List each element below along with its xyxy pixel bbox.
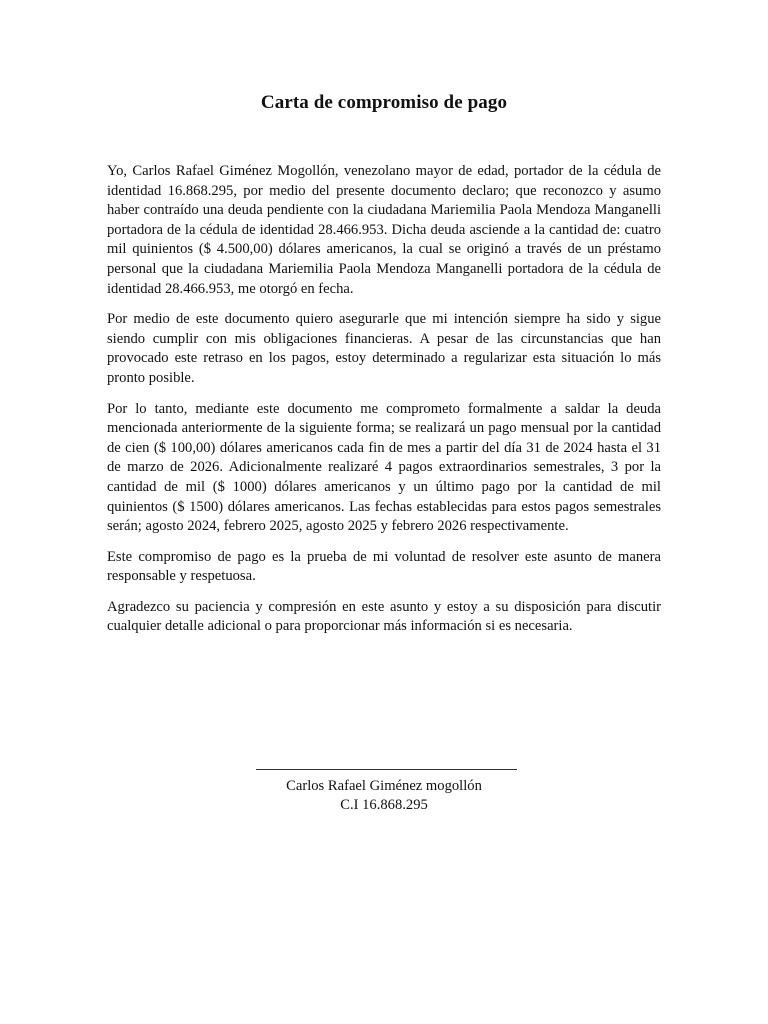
paragraph-1: Yo, Carlos Rafael Giménez Mogollón, venezolano mayor de edad, portador de la cédula de identidad 16.868.295, por medio del presente documento declaro; que reconozco y asumo haber contraído una deuda pendiente con la ciudadana Mariemilia Paola Mendoza Manganelli portadora de la cédula de identidad 28.466.953. Dicha deuda asciende a la cantidad de: cuatro mil quinientos ($ 4.500,00) dólares americanos, la cual se originó a través de un préstamo personal que la ciudadana Mariemilia Paola Mendoza Manganelli portadora de la cédula de identidad 28.466.953, me otorgó en fecha.	[107, 163, 661, 297]
paragraph-5: Agradezco su paciencia y compresión en este asunto y estoy a su disposición para discutir cualquier detalle adicional o para proporcionar más información si es necesaria.	[107, 598, 661, 635]
paragraph-4: Este compromiso de pago es la prueba de mi voluntad de resolver este asunto de manera responsable y respetuosa.	[107, 548, 661, 585]
signature-id: C.I 16.868.295	[340, 797, 428, 813]
paragraph-2: Por medio de este documento quiero asegurarle que mi intención siempre ha sido y sigue siendo cumplir con mis obligaciones financieras. A pesar de las circunstancias que han provocado este retraso en los pagos, estoy determinado a regularizar esta situación lo más pronto posible.	[107, 311, 661, 386]
signature-name: Carlos Rafael Giménez mogollón	[286, 778, 482, 794]
document-title: Carta de compromiso de pago	[260, 92, 508, 113]
paragraph-3: Por lo tanto, mediante este documento me comprometo formalmente a saldar la deuda mencionada anteriormente de la siguiente forma; se realizará un pago mensual por la cantidad de cien ($ 100,00) dólares americanos cada fin de mes a partir del día 31 de 2024 hasta el 31 de marzo de 2026. Adicionalmente realizaré 4 pagos extraordinarios semestrales, 3 por la cantidad de mil ($ 1000) dólares americanos y un último pago por la cantidad de mil quinientos ($ 1500) dólares americanos. Las fechas establecidas para estos pagos semestrales serán; agosto 2024, febrero 2025, agosto 2025 y febrero 2026 respectivamente.	[107, 400, 661, 535]
signature-line	[256, 769, 517, 770]
document-body	[107, 162, 661, 648]
